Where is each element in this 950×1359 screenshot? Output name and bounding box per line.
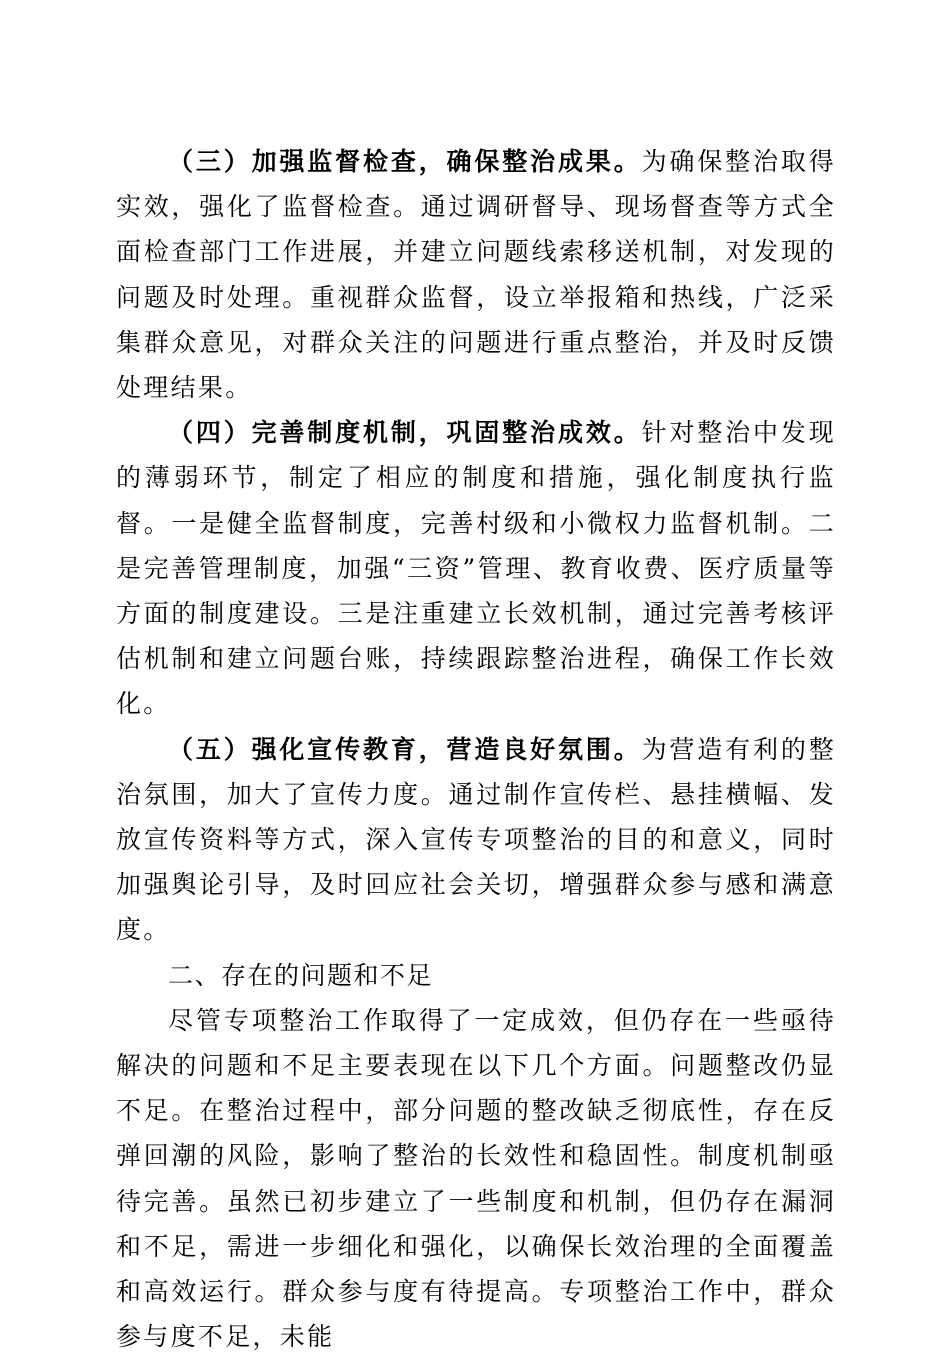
section-heading: 二、存在的问题和不足: [168, 960, 434, 990]
paragraph-problems: 尽管专项整治工作取得了一定成效，但仍存在一些亟待解决的问题和不足主要表现在以下几个方面。问题整改仍显不足。在整治过程中，部分问题的整改缺乏彻底性，存在反弹回潮的风险，影响了整治的长效性和稳固性。制度机制亟待完善。虽然已初步建立了一些制度和机制，但仍存在漏洞和不足，需进一步细化和强化，以确保长效治理的全面覆盖和高效运行。群众参与度有待提高。专项整治工作中，群众参与度不足，未能: [116, 1005, 836, 1352]
paragraph-institutions: [116, 410, 836, 726]
paragraph-text: 针对整治中发现的薄弱环节，制定了相应的制度和措施，强化制度执行监督。一是健全监督制度，完善村级和小微权力监督机制。二是完善管理制度，加强“三资”管理、教育收费、医疗质量等方面的制度建设。三是注重建立长效机制，通过完善考核评估机制和建立问题台账，持续跟踪整治进程，确保工作长效化。: [116, 418, 836, 719]
paragraph-lead: （四）完善制度机制，巩固整治成效。: [168, 418, 642, 448]
paragraph-text: 为确保整治取得实效，强化了监督检查。通过调研督导、现场督查等方式全面检查部门工作进展，并建立问题线索移送机制，对发现的问题及时处理。重视群众监督，设立举报箱和热线，广泛采集群众意见，对群众关注的问题进行重点整治，并及时反馈处理结果。: [116, 147, 836, 403]
paragraph-lead: （五）强化宣传教育，营造良好氛围。: [168, 734, 642, 764]
paragraph-publicity: [116, 727, 836, 953]
paragraph-text: 为营造有利的整治氛围，加大了宣传力度。通过制作宣传栏、悬挂横幅、发放宣传资料等方式，深入宣传专项整治的目的和意义，同时加强舆论引导，及时回应社会关切，增强群众参与感和满意度。: [116, 734, 836, 945]
document-body: [116, 139, 836, 1359]
paragraph-lead: （三）加强监督检查，确保整治成果。: [168, 147, 642, 176]
paragraph-supervision: [116, 139, 836, 410]
